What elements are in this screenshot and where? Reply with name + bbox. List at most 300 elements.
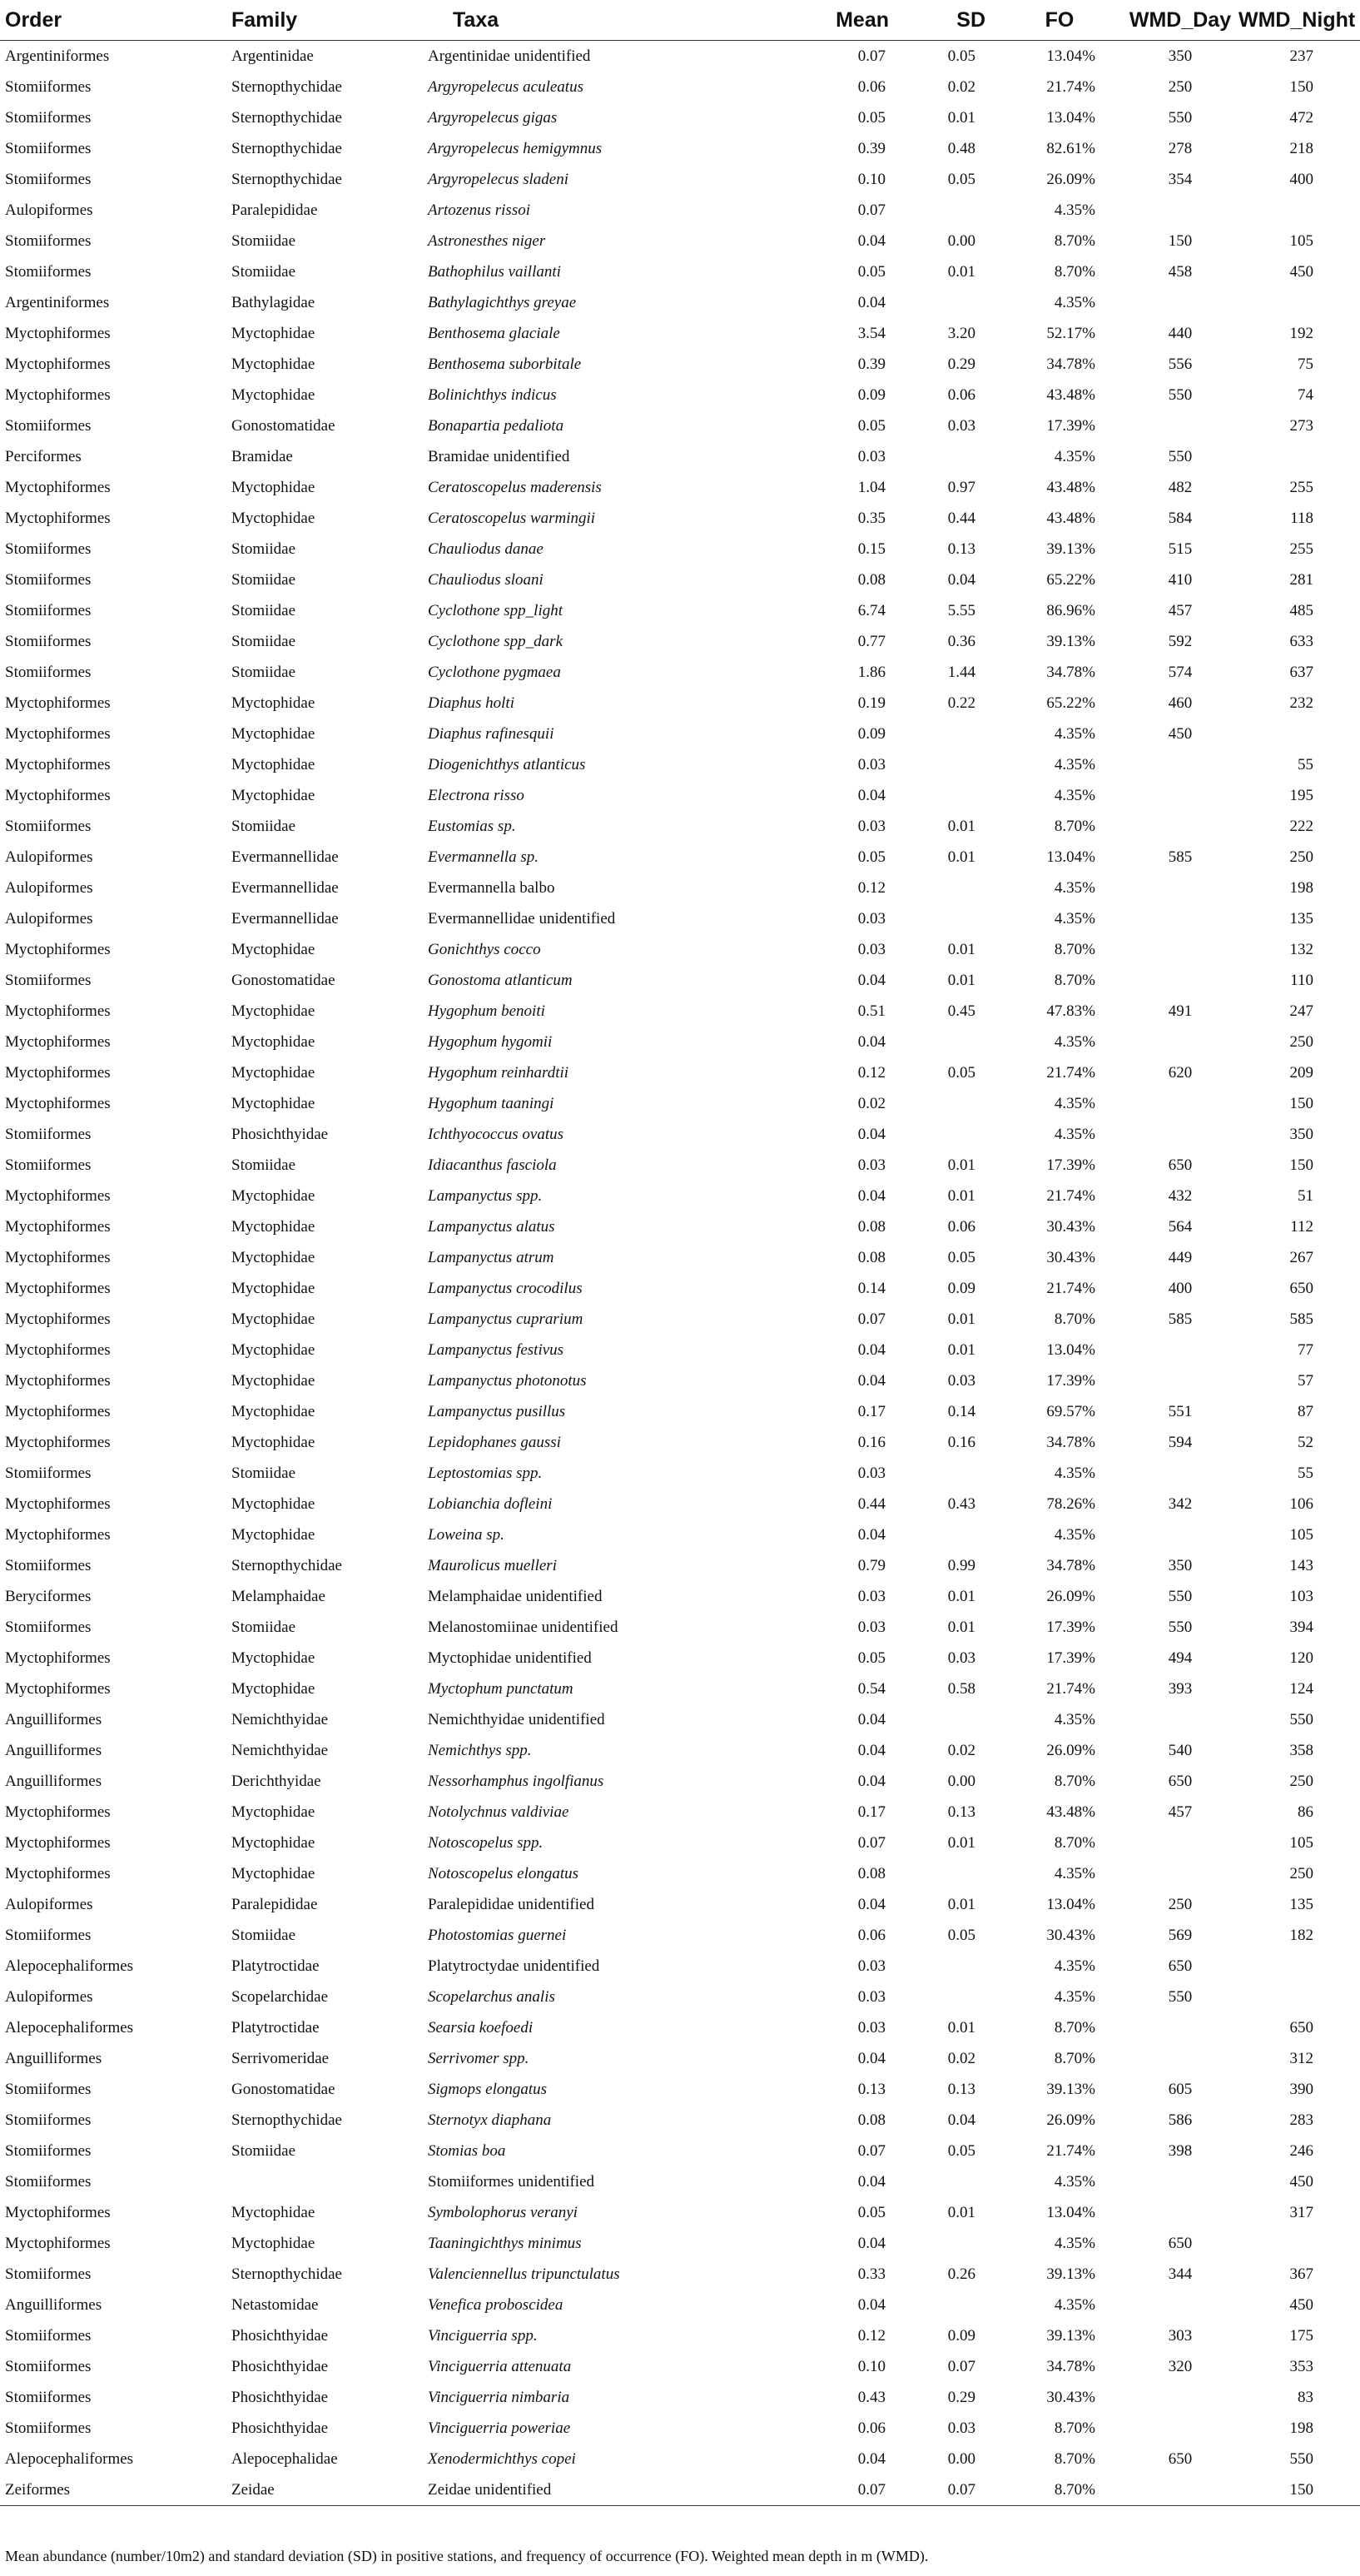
cell-taxa: Artozenus rissoi	[428, 201, 530, 219]
cell-wmd-night: 118	[1290, 509, 1313, 527]
cell-wmd-night: 135	[1289, 909, 1313, 927]
cell-taxa: Hygophum hygomii	[428, 1032, 553, 1051]
cell-order: Myctophiformes	[5, 1279, 111, 1297]
cell-family: Netastomidae	[231, 2295, 319, 2314]
cell-fo: 8.70%	[1054, 940, 1095, 958]
cell-fo: 8.70%	[997, 2474, 1122, 2506]
cell-order: Myctophiformes	[5, 1248, 111, 1266]
cell-family: Myctophidae	[231, 355, 315, 373]
cell-taxa: Idiacanthus fasciola	[428, 1156, 557, 1174]
cell-fo: 39.13%	[1046, 632, 1095, 650]
cell-wmd-night: 55	[1298, 1464, 1313, 1482]
table-row	[0, 780, 1360, 811]
table-row	[0, 1735, 1360, 1766]
cell-mean: 0.05	[857, 1649, 886, 1667]
cell-wmd-day: 550	[1168, 1987, 1193, 2006]
cell-family: Myctophidae	[231, 1864, 315, 1882]
cell-wmd-day: 250	[1168, 1895, 1193, 1913]
cell-family: Myctophidae	[231, 478, 315, 496]
table-row	[0, 996, 1360, 1027]
cell-taxa: Bonapartia pedaliota	[428, 416, 564, 435]
cell-wmd-night: 87	[1298, 1402, 1313, 1420]
cell-taxa: Notolychnus valdiviae	[428, 1803, 569, 1821]
cell-taxa: Vinciguerria nimbaria	[428, 2388, 570, 2406]
cell-fo: 82.61%	[1046, 139, 1095, 157]
cell-fo: 4.35%	[1054, 1525, 1095, 1544]
cell-fo: 13.04%	[1046, 848, 1095, 866]
cell-taxa: Vinciguerria attenuata	[428, 2357, 572, 2375]
table-row	[0, 1889, 1360, 1920]
cell-wmd-night: 86	[1298, 1803, 1313, 1821]
cell-fo: 4.35%	[1054, 724, 1095, 743]
table-row	[0, 1365, 1360, 1396]
cell-wmd-night: 77	[1298, 1340, 1313, 1359]
cell-sd: 0.01	[947, 848, 975, 866]
cell-fo: 8.70%	[1054, 262, 1095, 281]
cell-order: Stomiiformes	[5, 170, 92, 188]
cell-mean: 0.04	[857, 1032, 886, 1051]
cell-wmd-day	[1122, 2012, 1238, 2043]
cell-fo: 4.35%	[1054, 293, 1095, 311]
table-row	[0, 1612, 1360, 1643]
cell-family: Myctophidae	[231, 786, 315, 804]
cell-family: Stomiidae	[231, 601, 296, 619]
cell-mean: 0.12	[857, 878, 886, 897]
table-row	[0, 503, 1360, 534]
cell-taxa: Cyclothone spp_light	[428, 601, 563, 619]
cell-family: Phosichthyidae	[231, 2357, 329, 2375]
cell-taxa: Gonostoma atlanticum	[428, 971, 573, 989]
table-row	[0, 934, 1360, 965]
header-sd: SD	[899, 0, 997, 41]
cell-wmd-day	[1122, 1119, 1238, 1150]
cell-wmd-day: 550	[1168, 1587, 1193, 1605]
cell-mean: 0.39	[857, 355, 886, 373]
cell-wmd-night: 75	[1298, 355, 1313, 373]
cell-sd: 0.01	[947, 108, 975, 127]
cell-mean: 0.04	[857, 1895, 886, 1913]
table-row	[0, 1304, 1360, 1335]
cell-order: Myctophiformes	[5, 478, 111, 496]
cell-family: Myctophidae	[231, 385, 315, 404]
cell-fo: 26.09%	[1046, 1741, 1095, 1759]
table-row	[0, 287, 1360, 318]
cell-mean: 0.04	[857, 786, 886, 804]
cell-fo: 21.74%	[1046, 2141, 1095, 2160]
cell-sd	[899, 1027, 997, 1057]
cell-order: Stomiiformes	[5, 570, 92, 589]
cell-sd	[899, 2166, 997, 2197]
cell-mean: 0.05	[857, 2203, 886, 2221]
cell-wmd-night: 637	[1289, 663, 1313, 681]
cell-mean: 0.51	[857, 1002, 886, 1020]
cell-mean: 0.06	[857, 2419, 886, 2437]
cell-sd	[899, 873, 997, 903]
cell-fo: 4.35%	[1054, 2172, 1095, 2191]
cell-wmd-day: 482	[1168, 478, 1193, 496]
cell-taxa: Leptostomias spp.	[428, 1464, 543, 1482]
cell-order: Myctophiformes	[5, 1525, 111, 1544]
cell-family: Myctophidae	[231, 724, 315, 743]
cell-sd: 0.01	[947, 262, 975, 281]
header-fo: FO	[997, 0, 1122, 41]
cell-fo: 21.74%	[1046, 1679, 1095, 1698]
cell-taxa: Lampanyctus pusillus	[428, 1402, 566, 1420]
cell-mean: 0.03	[857, 1957, 886, 1975]
cell-wmd-day: 278	[1168, 139, 1193, 157]
cell-family: Stomiidae	[231, 1618, 296, 1636]
cell-sd: 0.05	[947, 1248, 975, 1266]
cell-taxa: Bramidae unidentified	[428, 447, 570, 465]
cell-sd: 0.01	[947, 1340, 975, 1359]
cell-family: Myctophidae	[231, 1803, 315, 1821]
cell-family: Myctophidae	[231, 940, 315, 958]
cell-sd	[899, 2228, 997, 2259]
cell-sd: 0.03	[947, 416, 975, 435]
table-row	[0, 873, 1360, 903]
cell-fo: 26.09%	[1046, 2111, 1095, 2129]
cell-fo: 21.74%	[1046, 1186, 1095, 1205]
table-row	[0, 2290, 1360, 2320]
cell-wmd-night: 400	[1289, 170, 1313, 188]
table-row	[0, 1766, 1360, 1797]
cell-fo: 4.35%	[1054, 1957, 1095, 1975]
cell-mean: 0.07	[857, 1833, 886, 1852]
cell-mean: 0.10	[857, 2357, 886, 2375]
cell-taxa: Electrona risso	[428, 786, 524, 804]
cell-wmd-night: 585	[1289, 1310, 1313, 1328]
cell-sd: 0.01	[947, 1895, 975, 1913]
cell-wmd-night: 485	[1289, 601, 1313, 619]
cell-taxa: Bolinichthys indicus	[428, 385, 557, 404]
cell-mean: 0.06	[857, 1926, 886, 1944]
table-row	[0, 842, 1360, 873]
cell-mean: 1.04	[857, 478, 886, 496]
cell-wmd-night: 51	[1298, 1186, 1313, 1205]
cell-family: Phosichthyidae	[231, 2419, 329, 2437]
cell-order: Perciformes	[5, 447, 82, 465]
cell-mean: 0.04	[857, 2295, 886, 2314]
cell-mean: 0.07	[857, 201, 886, 219]
cell-sd: 0.05	[947, 170, 975, 188]
table-row	[0, 164, 1360, 195]
table-row	[0, 534, 1360, 564]
cell-family: Argentinidae	[231, 47, 314, 65]
cell-wmd-day	[1122, 2043, 1238, 2074]
cell-sd: 0.04	[947, 2111, 975, 2129]
cell-wmd-night: 105	[1289, 1833, 1313, 1852]
cell-wmd-day: 150	[1168, 231, 1193, 250]
cell-mean: 0.04	[857, 1371, 886, 1390]
cell-taxa: Bathylagichthys greyae	[428, 293, 577, 311]
table-row	[0, 2166, 1360, 2197]
cell-mean: 0.04	[857, 2049, 886, 2067]
cell-taxa: Chauliodus danae	[428, 540, 544, 558]
cell-mean: 0.12	[857, 1063, 886, 1082]
cell-wmd-day: 650	[1168, 2449, 1193, 2468]
cell-wmd-day: 432	[1168, 1186, 1193, 1205]
cell-fo: 4.35%	[1054, 786, 1095, 804]
cell-wmd-night: 247	[1289, 1002, 1313, 1020]
cell-mean: 0.02	[857, 1094, 886, 1112]
cell-wmd-day: 594	[1168, 1433, 1193, 1451]
cell-mean: 0.05	[857, 108, 886, 127]
cell-family: Evermannellidae	[231, 878, 339, 897]
cell-fo: 52.17%	[1046, 324, 1095, 342]
cell-family: Bramidae	[231, 447, 293, 465]
cell-fo: 4.35%	[1054, 878, 1095, 897]
cell-order: Aulopiformes	[5, 1987, 93, 2006]
cell-taxa: Xenodermichthys copei	[428, 2449, 576, 2468]
cell-order: Myctophiformes	[5, 1186, 111, 1205]
cell-mean: 0.07	[784, 2474, 899, 2506]
cell-fo: 8.70%	[1054, 2018, 1095, 2036]
cell-wmd-night: 74	[1298, 385, 1313, 404]
cell-fo: 21.74%	[1046, 1063, 1095, 1082]
cell-sd: 0.02	[947, 77, 975, 96]
cell-family: Stomiidae	[231, 1156, 296, 1174]
cell-wmd-night: 132	[1289, 940, 1313, 958]
cell-mean: 0.79	[857, 1556, 886, 1574]
cell-fo: 8.70%	[1054, 1833, 1095, 1852]
cell-family: Zeidae	[231, 2474, 428, 2506]
cell-order: Myctophiformes	[5, 1032, 111, 1051]
cell-taxa: Taaningichthys minimus	[428, 2234, 582, 2252]
cell-fo: 17.39%	[1046, 416, 1095, 435]
table-row	[0, 1828, 1360, 1858]
cell-wmd-day	[1122, 410, 1238, 441]
cell-fo: 8.70%	[1054, 2449, 1095, 2468]
cell-family: Sternopthychidae	[231, 2265, 342, 2283]
cell-mean: 0.04	[857, 293, 886, 311]
cell-order: Anguilliformes	[5, 1772, 102, 1790]
cell-taxa: Hygophum taaningi	[428, 1094, 554, 1112]
cell-wmd-day	[1122, 2382, 1238, 2413]
cell-sd: 0.05	[947, 47, 975, 65]
cell-fo: 13.04%	[1046, 47, 1095, 65]
cell-order: Myctophiformes	[5, 1679, 111, 1698]
table-row	[0, 2351, 1360, 2382]
cell-mean: 0.08	[857, 1217, 886, 1236]
cell-order: Anguilliformes	[5, 2049, 102, 2067]
cell-fo: 86.96%	[1046, 601, 1095, 619]
cell-sd	[899, 441, 997, 472]
cell-wmd-day: 592	[1168, 632, 1193, 650]
cell-order: Alepocephaliformes	[5, 1957, 134, 1975]
cell-wmd-day	[1122, 1704, 1238, 1735]
table-row	[0, 2228, 1360, 2259]
cell-order: Stomiiformes	[5, 2357, 92, 2375]
cell-wmd-night: 255	[1289, 478, 1313, 496]
table-row	[0, 410, 1360, 441]
cell-mean: 0.44	[857, 1494, 886, 1513]
cell-fo: 65.22%	[1046, 570, 1095, 589]
cell-sd: 0.29	[947, 2388, 975, 2406]
cell-sd: 0.00	[947, 1772, 975, 1790]
cell-wmd-night: 195	[1289, 786, 1313, 804]
cell-sd: 0.01	[947, 2203, 975, 2221]
cell-wmd-day	[1122, 1519, 1238, 1550]
cell-order: Myctophiformes	[5, 1864, 111, 1882]
cell-wmd-night: 367	[1289, 2265, 1313, 2283]
cell-order: Argentiniformes	[5, 47, 110, 65]
cell-wmd-day: 458	[1168, 262, 1193, 281]
cell-wmd-day	[1122, 1365, 1238, 1396]
cell-sd: 0.07	[947, 2357, 975, 2375]
cell-family: Myctophidae	[231, 1340, 315, 1359]
cell-taxa: Ceratoscopelus maderensis	[428, 478, 602, 496]
cell-sd: 0.02	[947, 1741, 975, 1759]
cell-fo: 4.35%	[1054, 2295, 1095, 2314]
cell-sd: 0.58	[947, 1679, 975, 1698]
cell-wmd-night: 472	[1289, 108, 1313, 127]
cell-order: Stomiiformes	[5, 2326, 92, 2345]
cell-order: Myctophiformes	[5, 509, 111, 527]
cell-mean: 0.04	[857, 971, 886, 989]
cell-wmd-day: 250	[1168, 77, 1193, 96]
cell-family: Myctophidae	[231, 2203, 315, 2221]
cell-family: Melamphaidae	[231, 1587, 325, 1605]
cell-mean: 0.04	[857, 1772, 886, 1790]
cell-wmd-day	[1122, 873, 1238, 903]
cell-order: Stomiiformes	[5, 2141, 92, 2160]
cell-wmd-day: 550	[1168, 385, 1193, 404]
cell-family: Myctophidae	[231, 1494, 315, 1513]
cell-taxa: Stomiiformes unidentified	[428, 2172, 595, 2191]
cell-order: Stomiiformes	[5, 1618, 92, 1636]
table-row	[0, 1519, 1360, 1550]
cell-mean: 0.03	[857, 1464, 886, 1482]
cell-family: Myctophidae	[231, 1679, 315, 1698]
cell-taxa: Chauliodus sloani	[428, 570, 544, 589]
cell-wmd-day	[1122, 811, 1238, 842]
cell-wmd-night: 175	[1289, 2326, 1313, 2345]
cell-family: Platytroctidae	[231, 1957, 320, 1975]
cell-order: Aulopiformes	[5, 909, 93, 927]
cell-fo: 43.48%	[1046, 385, 1095, 404]
cell-taxa: Evermannellidae unidentified	[428, 909, 616, 927]
cell-taxa: Stomias boa	[428, 2141, 506, 2160]
table-row	[0, 349, 1360, 380]
cell-mean: 0.08	[857, 2111, 886, 2129]
table-row	[0, 1427, 1360, 1458]
cell-family: Myctophidae	[231, 1833, 315, 1852]
cell-wmd-night: 317	[1289, 2203, 1313, 2221]
table-row	[0, 195, 1360, 226]
cell-sd	[899, 1982, 997, 2012]
cell-family: Stomiidae	[231, 2141, 296, 2160]
cell-sd	[899, 1858, 997, 1889]
cell-wmd-day: 540	[1168, 1741, 1193, 1759]
cell-fo: 4.35%	[1054, 447, 1095, 465]
cell-wmd-day: 650	[1168, 1957, 1193, 1975]
cell-mean: 0.03	[857, 2018, 886, 2036]
cell-wmd-day	[1122, 903, 1238, 934]
cell-family: Alepocephalidae	[231, 2449, 338, 2468]
table-row	[0, 1673, 1360, 1704]
cell-taxa: Photostomias guernei	[428, 1926, 567, 1944]
cell-mean: 0.35	[857, 509, 886, 527]
cell-mean: 0.15	[857, 540, 886, 558]
cell-sd	[899, 903, 997, 934]
cell-order: Stomiiformes	[5, 77, 92, 96]
header-row	[0, 0, 1360, 41]
cell-family: Gonostomatidae	[231, 971, 335, 989]
cell-sd: 0.06	[947, 1217, 975, 1236]
cell-sd: 0.04	[947, 570, 975, 589]
cell-fo: 4.35%	[1054, 1987, 1095, 2006]
cell-taxa: Sternotyx diaphana	[428, 2111, 552, 2129]
cell-sd: 0.09	[947, 2326, 975, 2345]
cell-wmd-night: 198	[1289, 878, 1313, 897]
cell-wmd-night: 273	[1289, 416, 1313, 435]
cell-wmd-day: 303	[1168, 2326, 1193, 2345]
cell-family: Evermannellidae	[231, 909, 339, 927]
cell-wmd-day: 550	[1168, 108, 1193, 127]
cell-family: Myctophidae	[231, 694, 315, 712]
cell-family: Myctophidae	[231, 1186, 315, 1205]
cell-taxa: Valenciennellus tripunctulatus	[428, 2265, 620, 2283]
header-order: Order	[0, 0, 231, 41]
cell-family: Phosichthyidae	[231, 1125, 329, 1143]
cell-sd: 0.01	[947, 971, 975, 989]
cell-sd: 0.13	[947, 540, 975, 558]
table-row	[0, 657, 1360, 688]
cell-fo: 8.70%	[1054, 2049, 1095, 2067]
cell-wmd-day: 550	[1168, 1618, 1193, 1636]
cell-wmd-night: 450	[1289, 2172, 1313, 2191]
cell-mean: 0.03	[857, 755, 886, 773]
cell-family: Sternopthychidae	[231, 1556, 342, 1574]
cell-wmd-day: 585	[1168, 1310, 1193, 1328]
cell-family: Myctophidae	[231, 755, 315, 773]
cell-family: Myctophidae	[231, 1402, 315, 1420]
cell-sd: 0.01	[947, 1310, 975, 1328]
cell-taxa: Lepidophanes gaussi	[428, 1433, 561, 1451]
table-row	[0, 1150, 1360, 1181]
cell-wmd-day	[1122, 749, 1238, 780]
cell-wmd-day: 350	[1168, 1556, 1193, 1574]
cell-family: Stomiidae	[231, 1464, 296, 1482]
cell-order: Aulopiformes	[5, 201, 93, 219]
table-row	[0, 1027, 1360, 1057]
cell-wmd-night: 246	[1289, 2141, 1313, 2160]
table-row	[0, 595, 1360, 626]
cell-sd: 0.36	[947, 632, 975, 650]
table-row	[0, 1643, 1360, 1673]
cell-wmd-day	[1122, 965, 1238, 996]
cell-sd: 0.01	[947, 1186, 975, 1205]
cell-wmd-day: 460	[1168, 694, 1193, 712]
cell-sd: 0.03	[947, 1649, 975, 1667]
cell-fo: 8.70%	[1054, 2419, 1095, 2437]
cell-fo: 4.35%	[1054, 909, 1095, 927]
cell-family: Sternopthychidae	[231, 77, 342, 96]
cell-order: Stomiiformes	[5, 231, 92, 250]
cell-mean: 0.09	[857, 724, 886, 743]
cell-wmd-night: 550	[1289, 2449, 1313, 2468]
cell-taxa: Notoscopelus spp.	[428, 1833, 544, 1852]
cell-wmd-day: 569	[1168, 1926, 1193, 1944]
cell-fo: 13.04%	[1046, 1340, 1095, 1359]
cell-wmd-night: 283	[1289, 2111, 1313, 2129]
table-row	[0, 2136, 1360, 2166]
cell-sd: 0.00	[947, 231, 975, 250]
cell-fo: 8.70%	[1054, 817, 1095, 835]
cell-wmd-night: 250	[1289, 1032, 1313, 1051]
cell-wmd-day: 650	[1168, 1156, 1193, 1174]
cell-family: Paralepididae	[231, 201, 318, 219]
